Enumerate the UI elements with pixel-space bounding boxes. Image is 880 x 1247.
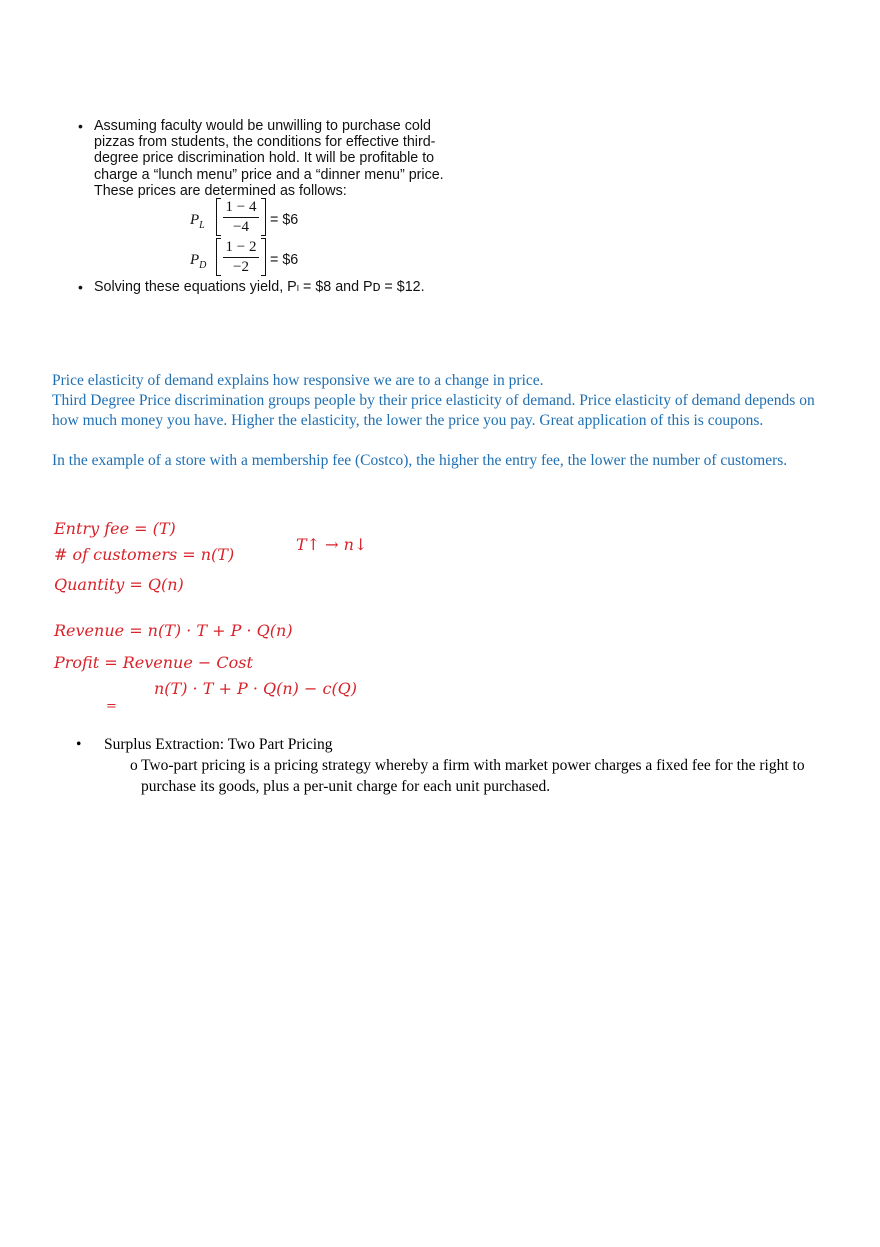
handwritten-notes (48, 512, 398, 714)
equation-lunch (190, 199, 444, 239)
hand-line: Revenue = n(T) · T + P · Q(n) (54, 621, 293, 640)
outline-item (72, 734, 832, 755)
bullet-dot-icon: • (78, 118, 83, 134)
hand-line: Entry fee = (T) (54, 519, 176, 538)
circle-bullet-icon: o (130, 757, 138, 774)
fraction-bar (223, 257, 259, 258)
hand-line: # of customers = n(T) (54, 545, 235, 564)
slide-bullet-text: Solving these equations yield, Pₗ = $8 and Pᴅ = $12. (94, 279, 425, 296)
eq-var: P (190, 252, 200, 269)
note-paragraph: Price elasticity of demand explains how responsive we are to a change in price. (52, 372, 544, 389)
blue-notes (52, 371, 828, 471)
eq-denominator: −4 (233, 219, 249, 236)
hand-line: n(T) · T + P · Q(n) − c(Q) (154, 679, 358, 698)
eq-result: = $6 (270, 252, 299, 269)
hand-line: = (106, 699, 117, 714)
eq-bracket (216, 199, 266, 235)
eq-sub: L (199, 220, 205, 232)
slide-bullet-text: Assuming faculty would be unwilling to purchase cold pizzas from students, the conditions for effective third-degree price discrimination hold. It will be profitable to charge a “lunch menu” price and a “dinner menu” price. These prices are determined as follows: (94, 118, 444, 199)
slide-bullet (72, 279, 444, 295)
note-paragraph: In the example of a store with a membership fee (Costco), the higher the entry fee, the lower the number of customers. (52, 452, 788, 469)
bullet-dot-icon: • (78, 279, 83, 296)
hand-line: Profit = Revenue − Cost (54, 653, 253, 672)
hand-line: Quantity = Q(n) (54, 575, 184, 594)
outline-subitem-text: Two-part pricing is a pricing strategy whereby a firm with market power charges a fixed fee for the right to purchase its goods, plus a per-unit charge for each unit purchased. (141, 757, 805, 795)
eq-numerator: 1 − 4 (225, 199, 257, 216)
eq-sub: D (199, 260, 207, 272)
outline-item-text: Surplus Extraction: Two Part Pricing (104, 736, 333, 753)
outline-list (72, 734, 832, 797)
eq-bracket (216, 239, 266, 275)
eq-var: P (190, 212, 200, 229)
outline-subitem (72, 755, 832, 797)
slide-excerpt (72, 118, 444, 346)
eq-numerator: 1 − 2 (225, 239, 257, 256)
equation-dinner (190, 239, 444, 279)
note-paragraph: Third Degree Price discrimination groups people by their price elasticity of demand. Price elasticity of demand depends on how much money you have. Higher the elasticity, the lower the price you pay. Great application of this is coupons. (52, 392, 815, 429)
eq-result: = $6 (270, 212, 299, 229)
fraction-bar (223, 217, 259, 218)
eq-denominator: −2 (233, 259, 249, 276)
slide-bullet (72, 118, 444, 199)
bullet-dot-icon: • (76, 736, 82, 753)
hand-line: T↑ → n↓ (296, 535, 368, 554)
